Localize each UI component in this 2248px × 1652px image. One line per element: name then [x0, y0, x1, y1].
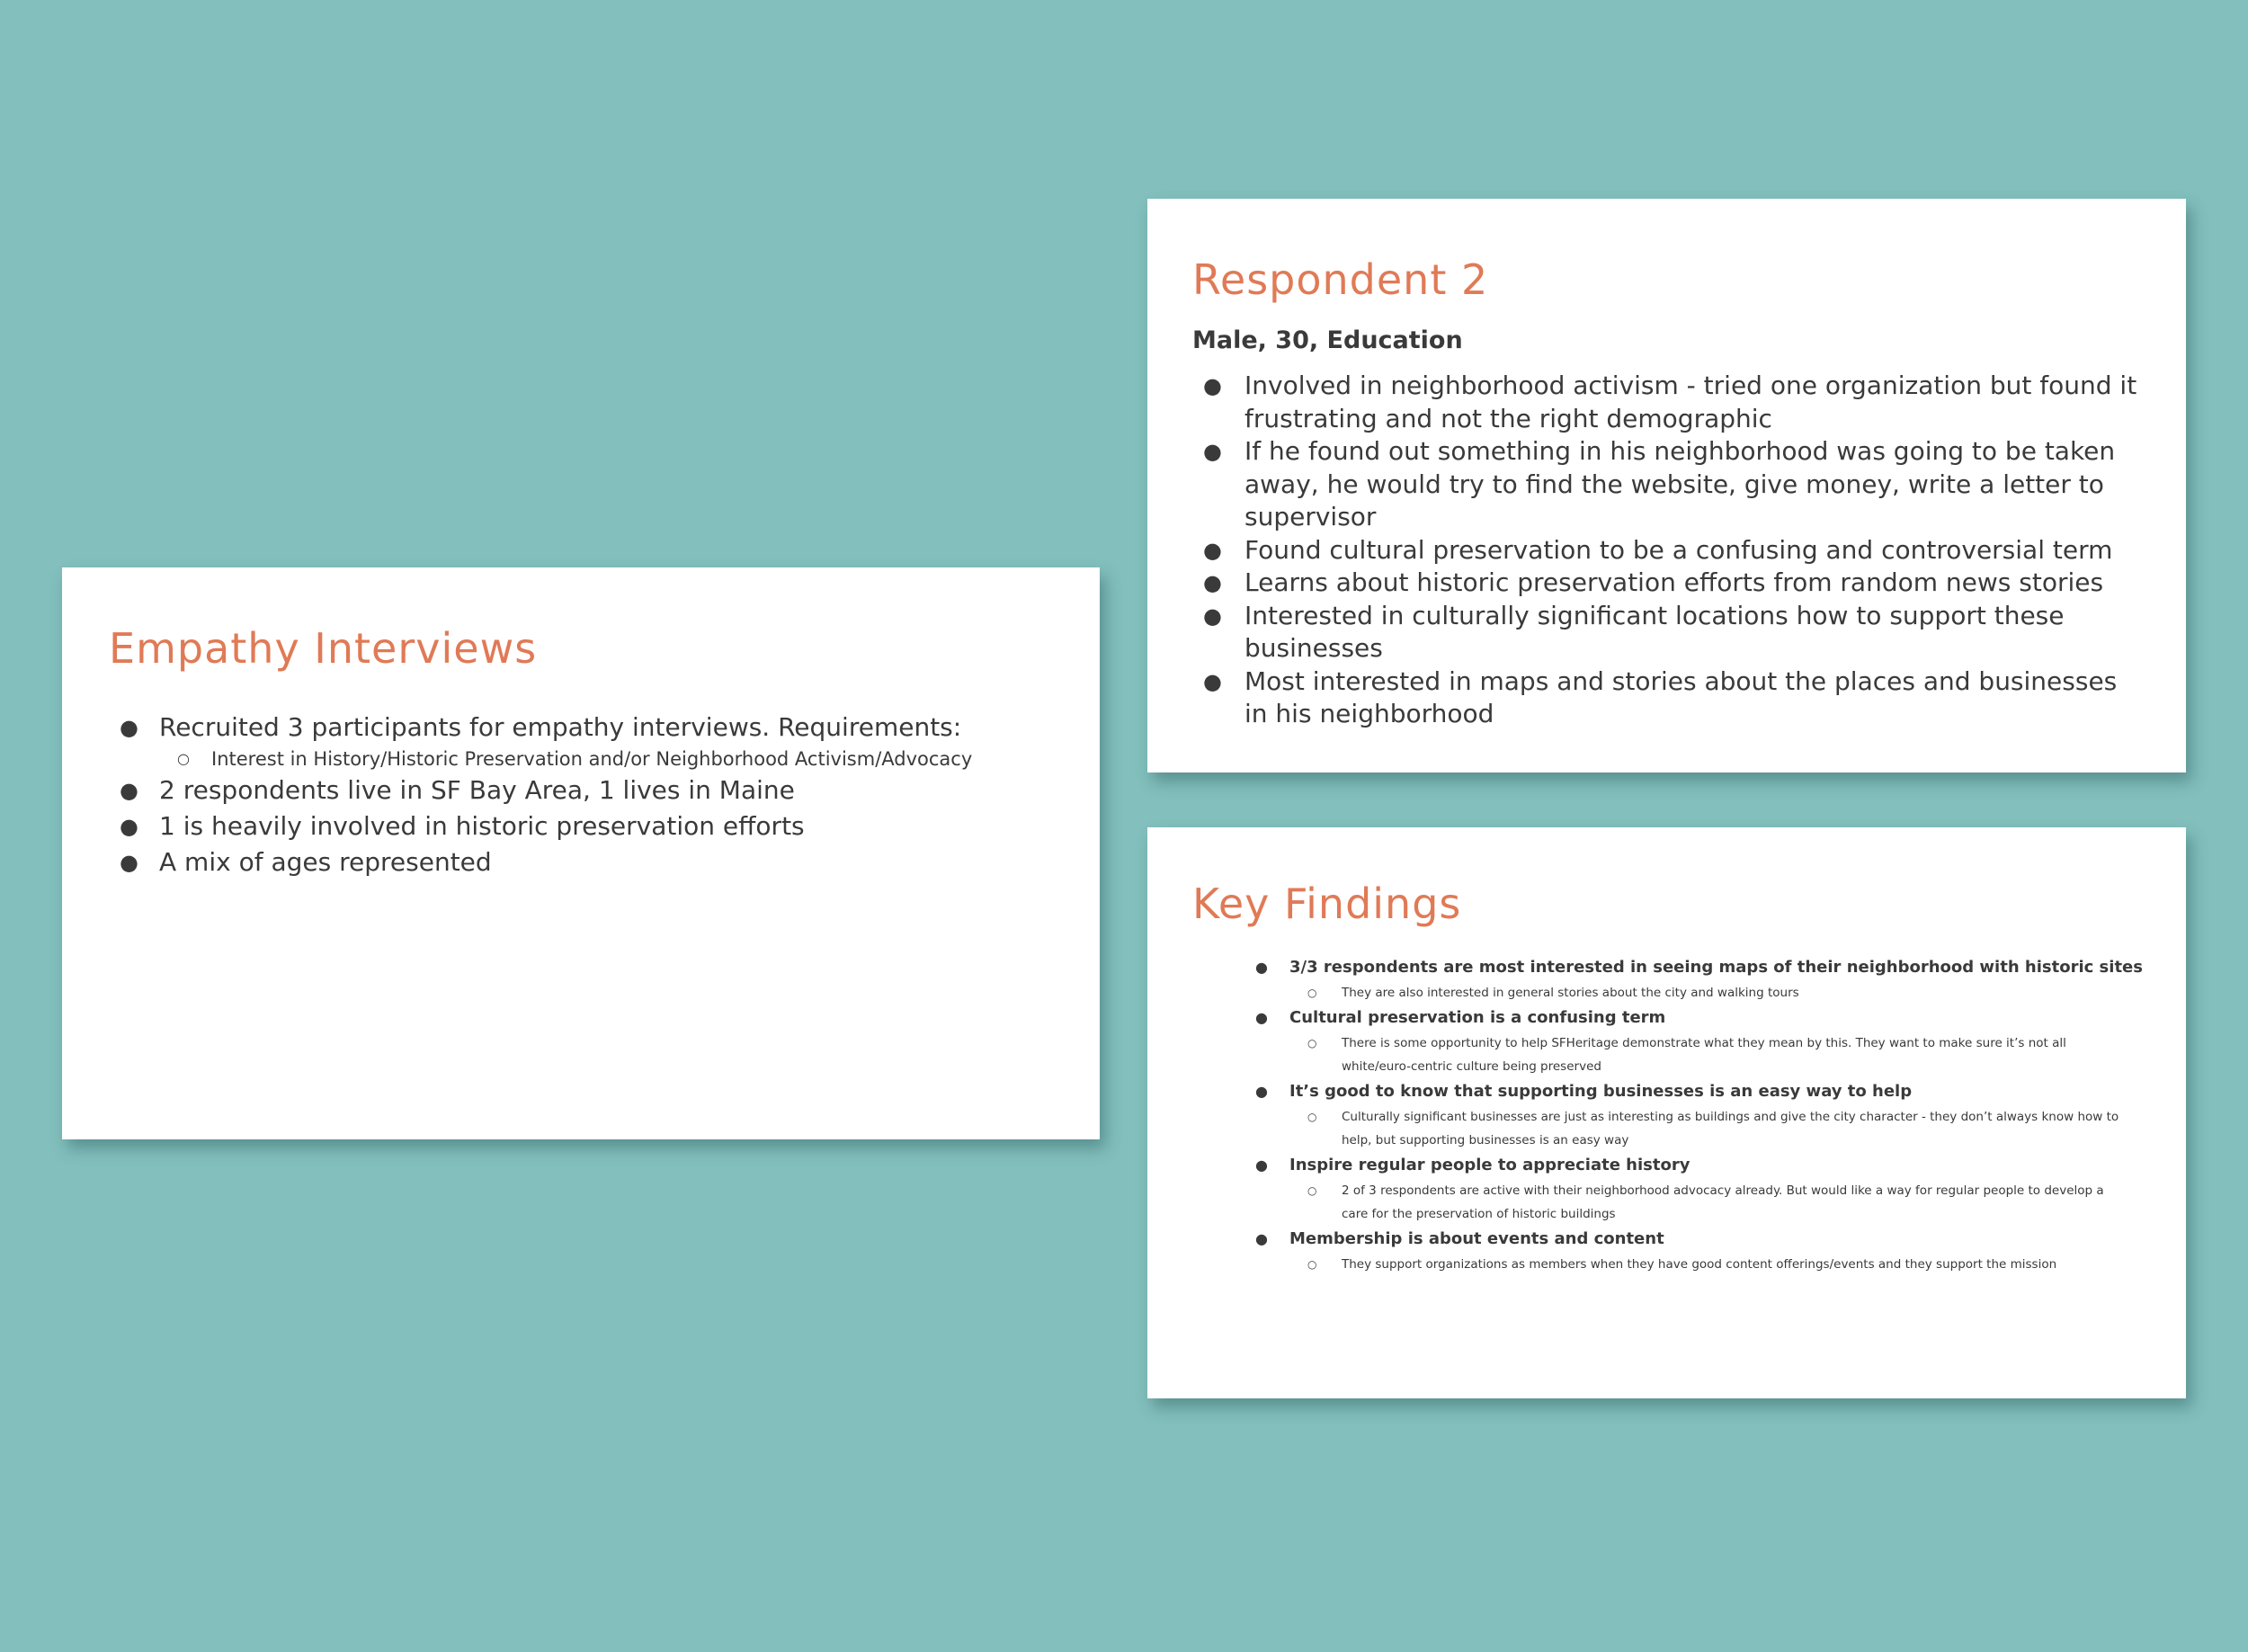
- hollow-bullet-icon: ○: [177, 750, 190, 767]
- respondent-profile: Male, 30, Education: [1192, 326, 1463, 354]
- slide-key-findings: [1147, 827, 2186, 1398]
- bullet-icon: ●: [1255, 959, 1268, 976]
- hollow-bullet-icon: ○: [1307, 1111, 1317, 1123]
- bullet-icon: ●: [120, 715, 138, 740]
- bullet-list: [1192, 370, 2143, 731]
- bullet-icon: ●: [1203, 668, 1222, 694]
- slide-title: Respondent 2: [1192, 255, 1489, 304]
- bullet-icon: ●: [120, 850, 138, 875]
- finding-detail: ○ They are also interested in general stories about the city and walking tours: [1192, 981, 2143, 1005]
- bullet-icon: ●: [1203, 373, 1222, 398]
- finding-detail: ○ There is some opportunity to help SFHeritage demonstrate what they mean by this. They want to make sure it’s not all white/euro-centric culture being preserved: [1192, 1031, 2143, 1078]
- bullet-icon: ●: [1255, 1009, 1268, 1026]
- sub-list-item: ○ Interest in History/Historic Preservation and/or Neighborhood Activism/Advocacy: [109, 746, 1051, 772]
- hollow-bullet-icon: ○: [1307, 987, 1317, 999]
- list-item: ● Most interested in maps and stories about the places and businesses in his neighborhood: [1203, 665, 2118, 728]
- list-item: ● 1 is heavily involved in historic preservation efforts: [109, 808, 1051, 844]
- list-item: ● If he found out something in his neighborhood was going to be taken away, he would try to find the website, give money, write a letter to supervisor: [1203, 436, 2116, 531]
- slide-title: Key Findings: [1192, 880, 1462, 928]
- finding-detail: ○ Culturally significant businesses are just as interesting as buildings and give the city character - they don’t always know how to help, but supporting businesses is an easy way: [1192, 1105, 2143, 1152]
- bullet-list: [1192, 954, 2143, 1276]
- finding-item: ● It’s good to know that supporting businesses is an easy way to help: [1192, 1078, 2143, 1105]
- slide-empathy-interviews: [62, 567, 1100, 1139]
- slide-title: Empathy Interviews: [109, 624, 538, 673]
- hollow-bullet-icon: ○: [1307, 1037, 1317, 1049]
- finding-item: ● Cultural preservation is a confusing term: [1192, 1005, 2143, 1031]
- bullet-list: [109, 710, 1051, 880]
- bullet-icon: ●: [1203, 537, 1222, 563]
- hollow-bullet-icon: ○: [1307, 1184, 1317, 1197]
- list-item: ● Recruited 3 participants for empathy interviews. Requirements:: [109, 710, 1051, 746]
- bullet-icon: ●: [1255, 1083, 1268, 1100]
- list-item: ● Learns about historic preservation efforts from random news stories: [1192, 567, 2143, 600]
- list-item: ● 2 respondents live in SF Bay Area, 1 lives in Maine: [109, 772, 1051, 808]
- bullet-icon: ●: [1255, 1156, 1268, 1174]
- list-item: ● Involved in neighborhood activism - tried one organization but found it frustrating and not the right demographic: [1203, 371, 2137, 433]
- list-item: ● A mix of ages represented: [109, 844, 1051, 880]
- finding-item: ● 3/3 respondents are most interested in seeing maps of their neighborhood with historic sites: [1192, 954, 2143, 981]
- list-item: ● Interested in culturally significant locations how to support these businesses: [1203, 600, 2065, 663]
- bullet-icon: ●: [1203, 603, 1222, 629]
- finding-detail: ○ They support organizations as members when they have good content offerings/events and they support the mission: [1192, 1253, 2143, 1276]
- bullet-icon: ●: [1255, 1230, 1268, 1247]
- finding-detail: ○ 2 of 3 respondents are active with their neighborhood advocacy already. But would like a way for regular people to develop a care for the preservation of historic buildings: [1192, 1179, 2143, 1226]
- bullet-icon: ●: [1203, 570, 1222, 595]
- finding-item: ● Inspire regular people to appreciate history: [1192, 1152, 2143, 1179]
- bullet-icon: ●: [120, 814, 138, 839]
- list-item: ● Found cultural preservation to be a confusing and controversial term: [1192, 534, 2143, 567]
- slide-respondent-2: [1147, 199, 2186, 772]
- hollow-bullet-icon: ○: [1307, 1258, 1317, 1271]
- finding-item: ● Membership is about events and content: [1192, 1226, 2143, 1253]
- bullet-icon: ●: [120, 778, 138, 803]
- bullet-icon: ●: [1203, 439, 1222, 464]
